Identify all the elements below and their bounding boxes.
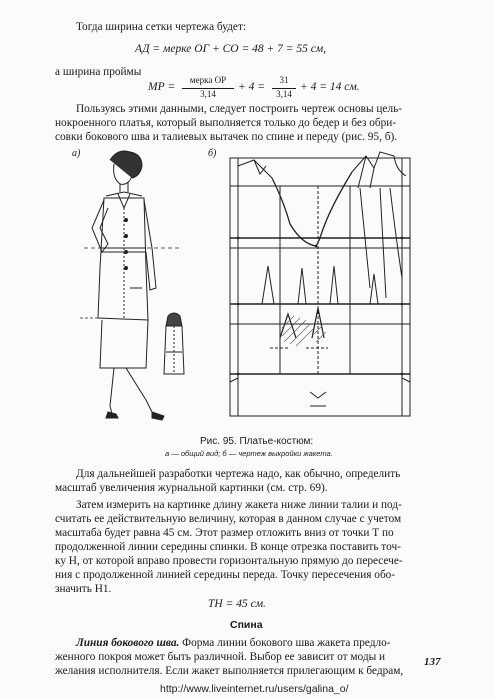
- pattern-drawing: [210, 148, 428, 430]
- formula-th: ТН = 45 см.: [208, 598, 266, 610]
- figure-label-a: а): [72, 148, 81, 159]
- para3-line1: Затем измерить на картинке длину жакета ниже линии талии и под-: [76, 499, 402, 511]
- figure-label-b: б): [208, 148, 217, 159]
- formula-ad: АД = мерке ОГ + СО = 48 + 7 = 55 см,: [135, 43, 327, 55]
- section-heading: Спина: [230, 619, 263, 631]
- fashion-illustration: [70, 148, 200, 430]
- footer-url[interactable]: http://www.liveinternet.ru/users/galina_o/: [160, 683, 349, 695]
- para3-line7: значить Н1.: [55, 583, 112, 595]
- para4-line3: желания исполнителя. Если жакет выполняется прилегающим к бедрам,: [55, 665, 404, 677]
- armhole-intro: а ширина проймы: [55, 66, 142, 78]
- para2-line1: Для дальнейшей разработки чертежа надо, как обычно, определить: [76, 468, 401, 480]
- para3-line3: масштаба будет равна 45 см. Этот размер отложить вниз от точки Т по: [55, 527, 394, 539]
- para3-line4: продолженной линии середины спинки. В конце отрезка поставить точ-: [55, 541, 401, 553]
- intro-line: Тогда ширина сетки чертежа будет:: [76, 21, 247, 33]
- para1-line3: совки бокового шва и талиевых вытачек по спине и переду (рис. 95, б).: [55, 131, 398, 143]
- para1-line2: нокроенного платья, который выполняется только до бедер и без обри-: [55, 117, 397, 129]
- para4-line1: Линия бокового шва. Форма линии бокового шва жакета предло-: [76, 637, 391, 649]
- para1-line1: Пользуясь этими данными, следует построить чертеж основы цель-: [76, 103, 402, 115]
- para4-line2: женного покроя может быть различной. Выбор ее зависит от моды и: [55, 651, 386, 663]
- figure-caption-title: Рис. 95. Платье-костюм:: [200, 436, 314, 447]
- para3-line5: ку Н, от которой вправо провести горизонтальную прямую до пересече-: [55, 555, 403, 567]
- figure-caption-sub: а — общий вид; б — чертеж выкройки жакета.: [165, 449, 333, 458]
- para3-line2: считать ее действительную величину, которая в данном случае с учетом: [55, 513, 402, 525]
- page-number: 137: [424, 656, 441, 668]
- para3-line6: ния с продолженной линией середины переда. Точку пересечения обо-: [55, 569, 396, 581]
- para2-line2: масштаб увеличения журнальной картинки (см. стр. 69).: [55, 482, 328, 494]
